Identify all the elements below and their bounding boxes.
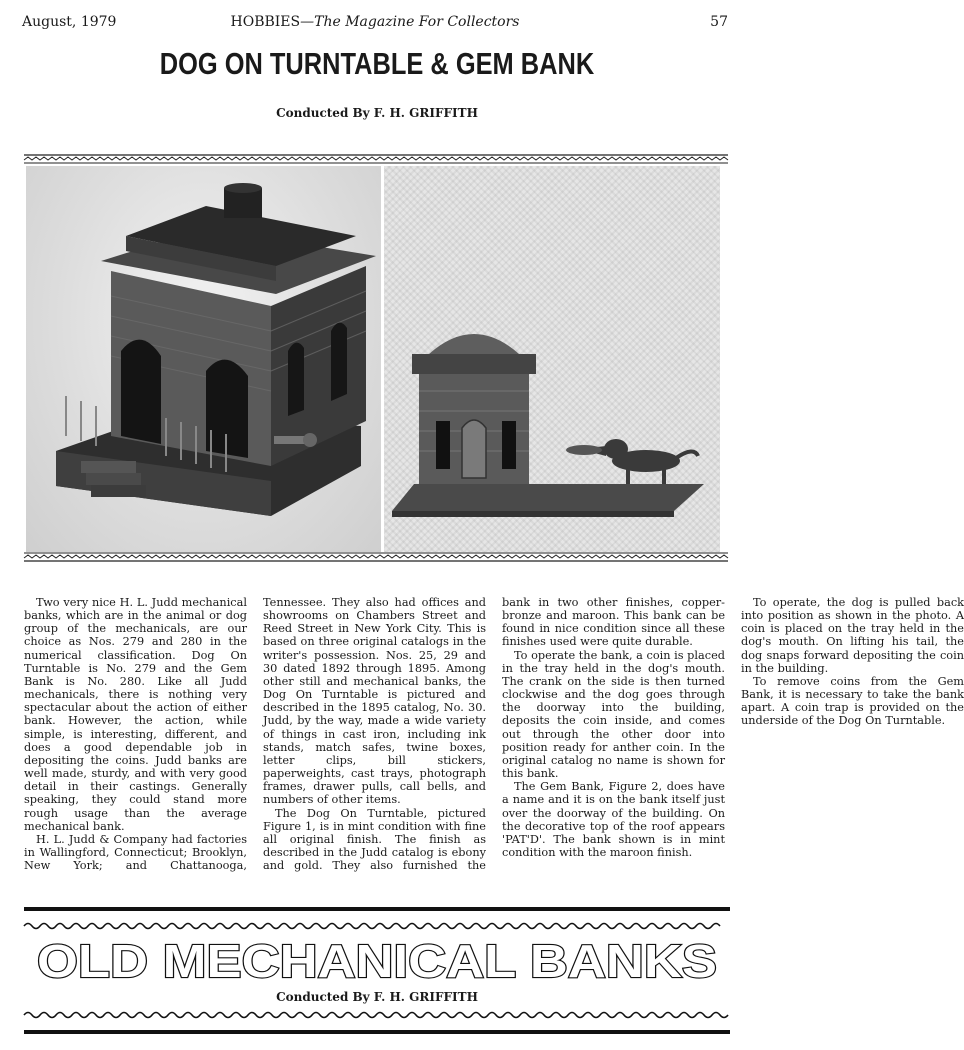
- article-body: [24, 596, 964, 881]
- issue-date: August, 1979: [22, 14, 117, 30]
- article-paragraph: The Gem Bank, Figure 2, does have a name and it is on the bank itself just over the doorway of the building. On the decorative top of the roof appears 'PAT'D'. The bank shown is in mint condition with the maroon finish.: [502, 780, 725, 859]
- article-paragraph: The Dog On Turntable, pictured Figure 1, is in mint condition with fine all original finish. The finish as described in the Judd catalog is ebony and gold. They also furnished the bank in two other finishes, copper-bronze and maroon. This bank can be found in nice condition since all these finishes used were quite durable.: [263, 596, 725, 873]
- article-paragraph: To remove coins from the Gem Bank, it is necessary to take the bank apart. A coin trap is provided on the underside of the Dog On Turntable.: [741, 674, 964, 728]
- banner-title-svg: [24, 935, 730, 985]
- article-paragraph: Two very nice H. L. Judd mechanical banks, which are in the animal or dog group of the mechanicals, are our choice as Nos. 279 and 280 in the numerical classification. Dog On Turntable is No. 279 and the Gem Bank is No. 280. Like all Judd mechanicals, there is nothing very spectacular about the action of either bank. However, the action, while simple, is interesting, different, and does a good dependable job in depositing the coins. Judd banks are well made, sturdy, and with very good detail in their castings. Generally speaking, they could stand more rough usage than the average mechanical bank.: [24, 596, 247, 833]
- column-banner: [0, 935, 754, 989]
- banner-decorative-rule-bottom: [24, 1010, 730, 1019]
- dog-on-turntable-bank-illustration: [26, 166, 381, 552]
- article-title: DOG ON TURNTABLE & GEM BANK: [159, 46, 595, 81]
- article-byline: Conducted By F. H. GRIFFITH: [276, 106, 478, 120]
- page-number: 57: [710, 14, 728, 30]
- gem-bank-illustration: [384, 166, 720, 552]
- decorative-rule-top: [24, 154, 728, 164]
- article-paragraph: To operate, the dog is pulled back into position as shown in the photo. A coin is placed on the tray held in the dog's mouth. On lifting his tail, the dog snaps forward depositing the coin in the building.: [741, 596, 964, 675]
- running-header: [22, 14, 728, 34]
- magazine-subtitle: —The Magazine For Collectors: [300, 14, 520, 30]
- banner-bottom-rule: [24, 1030, 730, 1034]
- banner-top-rule: [24, 907, 730, 911]
- figure-2-gem-bank-photo: [384, 166, 720, 552]
- figure-1-dog-on-turntable-photo: [26, 166, 381, 552]
- magazine-name: HOBBIES: [230, 14, 301, 30]
- banner-title-text: OLD MECHANICAL BANKS: [37, 935, 717, 987]
- article-paragraph: H. L. Judd & Company had factories in Wallingford, Connecticut; Brooklyn, New York; and Chattanooga, Tennessee. They also had offices and showrooms on Chambers Street and Reed Street in New York City. This is based on three original catalogs in the writer's possession. Nos. 25, 29 and 30 dated 1892 through 1895. Among other still and mechanical banks, the Dog On Turntable is pictured and described in the 1895 catalog, No. 30. Judd, by the way, made a wide variety of things in cast iron, including ink stands, match safes, twine boxes, letter clips, bill stickers, paperweights, cast trays, photograph frames, drawer pulls, call bells, and numbers of other items.: [24, 596, 486, 873]
- decorative-rule-middle: [24, 552, 728, 562]
- article-paragraph: To operate the bank, a coin is placed in the tray held in the dog's mouth. The crank on the side is then turned clockwise and the dog goes through the doorway into the building, deposits the coin inside, and comes out through the other door into position ready for anther coin. In the original catalog no name is shown for this bank.: [502, 648, 725, 781]
- banner-decorative-rule-top: [24, 921, 730, 930]
- magazine-name-line: [22, 14, 728, 30]
- banner-byline: Conducted By F. H. GRIFFITH: [276, 990, 478, 1004]
